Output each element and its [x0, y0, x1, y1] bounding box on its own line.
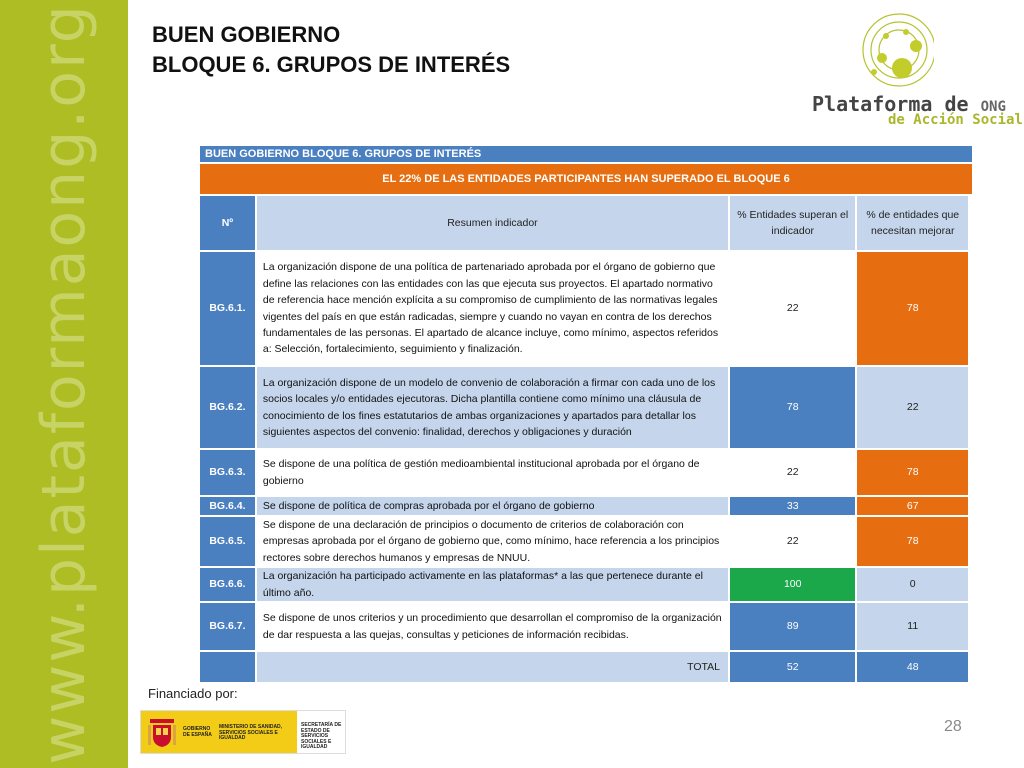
header-num: Nº — [200, 196, 255, 250]
funded-by-label: Financiado por: — [148, 686, 238, 701]
funder-ministry-text: MINISTERIO DE SANIDAD, SERVICIOS SOCIALES E IGUALDAD — [219, 724, 283, 741]
logo-title: Plataforma de ONG — [812, 92, 1006, 116]
indicator-id: BG.6.6. — [200, 568, 255, 601]
indicator-id: BG.6.1. — [200, 252, 255, 365]
table-header-row — [200, 196, 968, 250]
page-title-line1: BUEN GOBIERNO — [152, 22, 341, 47]
pass-percent: 100 — [730, 568, 855, 601]
table-caption: BUEN GOBIERNO BLOQUE 6. GRUPOS DE INTERÉS — [200, 146, 972, 162]
pass-percent: 78 — [730, 367, 855, 448]
sidebar-band — [0, 0, 128, 768]
indicator-text: La organización dispone de una política de partenariado aprobada por el órgano de gobierno que define las relaciones con las entidades con las que ejecuta sus proyectos. El apartado normativo de referencia hace mención explícita a su compromiso de cumplimiento de las normativas legales vigentes del país en que están radicadas, siempre y cuando no vayan en contra de los derechos fundamentales de las personas. El apartado de alcance incluye, como mínimo, aspectos referidos a: Selección, fortalecimiento, seguimiento y finalización. — [257, 252, 728, 365]
table-row — [200, 517, 968, 566]
page-title — [152, 20, 510, 80]
improve-percent: 11 — [857, 603, 968, 650]
indicator-id: BG.6.2. — [200, 367, 255, 448]
indicators-table — [198, 194, 970, 684]
table-row — [200, 252, 968, 365]
table-total-row — [200, 652, 968, 682]
header-improve-percent: % de entidades que necesitan mejorar — [857, 196, 968, 250]
table-summary-banner: EL 22% DE LAS ENTIDADES PARTICIPANTES HAN SUPERADO EL BLOQUE 6 — [200, 164, 972, 194]
table-row — [200, 367, 968, 448]
improve-percent: 78 — [857, 517, 968, 566]
table-row — [200, 497, 968, 515]
pass-percent: 89 — [730, 603, 855, 650]
indicator-text: La organización ha participado activamente en las plataformas* a las que pertenece durante el último año. — [257, 568, 728, 601]
improve-percent: 78 — [857, 252, 968, 365]
pass-percent: 33 — [730, 497, 855, 515]
logo-subtitle: de Acción Social — [888, 112, 1023, 128]
indicator-text: Se dispone de una declaración de principios o documento de criterios de colaboración con empresas aprobada por el órgano de gobierno que, como mínimo, hace referencia a los principios rectores sobre derechos humanos y empresas de NNUU. — [257, 517, 728, 566]
indicator-id: BG.6.5. — [200, 517, 255, 566]
plataforma-ong-logo — [806, 10, 1023, 134]
total-num-cell — [200, 652, 255, 682]
improve-percent: 67 — [857, 497, 968, 515]
indicator-id: BG.6.7. — [200, 603, 255, 650]
total-pass-percent: 52 — [730, 652, 855, 682]
page-number: 28 — [944, 718, 962, 735]
page-title-line2: BLOQUE 6. GRUPOS DE INTERÉS — [152, 52, 511, 77]
pass-percent: 22 — [730, 517, 855, 566]
logo-circles-icon — [844, 10, 934, 94]
improve-percent: 78 — [857, 450, 968, 495]
indicator-text: Se dispone de política de compras aprobada por el órgano de gobierno — [257, 497, 728, 515]
pass-percent: 22 — [730, 450, 855, 495]
table-row — [200, 568, 968, 601]
indicator-text: Se dispone de unos criterios y un procedimiento que desarrollan el compromiso de la organización de dar respuesta a las quejas, consultas y peticiones de información recibidas. — [257, 603, 728, 650]
total-label: TOTAL — [257, 652, 728, 682]
indicator-id: BG.6.4. — [200, 497, 255, 515]
header-pass-percent: % Entidades superan el indicador — [730, 196, 855, 250]
pass-percent: 22 — [730, 252, 855, 365]
table-row — [200, 450, 968, 495]
header-summary: Resumen indicador — [257, 196, 728, 250]
funder-secretary-text: SECRETARÍA DE ESTADO DE SERVICIOS SOCIALES E IGUALDAD — [301, 722, 342, 750]
funder-gov-text: GOBIERNO DE ESPAÑA — [183, 726, 212, 738]
gobierno-espana-logo — [140, 710, 346, 754]
sidebar-url-watermark: www.plataformaong.org — [29, 3, 99, 765]
improve-percent: 22 — [857, 367, 968, 448]
improve-percent: 0 — [857, 568, 968, 601]
coat-of-arms-icon — [147, 717, 177, 749]
indicator-text: Se dispone de una política de gestión medioambiental institucional aprobada por el órgano de gobierno — [257, 450, 728, 495]
indicator-text: La organización dispone de un modelo de convenio de colaboración a firmar con cada uno de los socios locales y/o entidades ejecutoras. Dicha plantilla contiene como mínimo una cláusula de conocimiento de los fines estatutarios de ambas organizaciones y apartados para detallar los siguientes aspectos del convenio: finalidad, derechos y obligaciones y duración — [257, 367, 728, 448]
table-row — [200, 603, 968, 650]
total-improve-percent: 48 — [857, 652, 968, 682]
indicator-id: BG.6.3. — [200, 450, 255, 495]
